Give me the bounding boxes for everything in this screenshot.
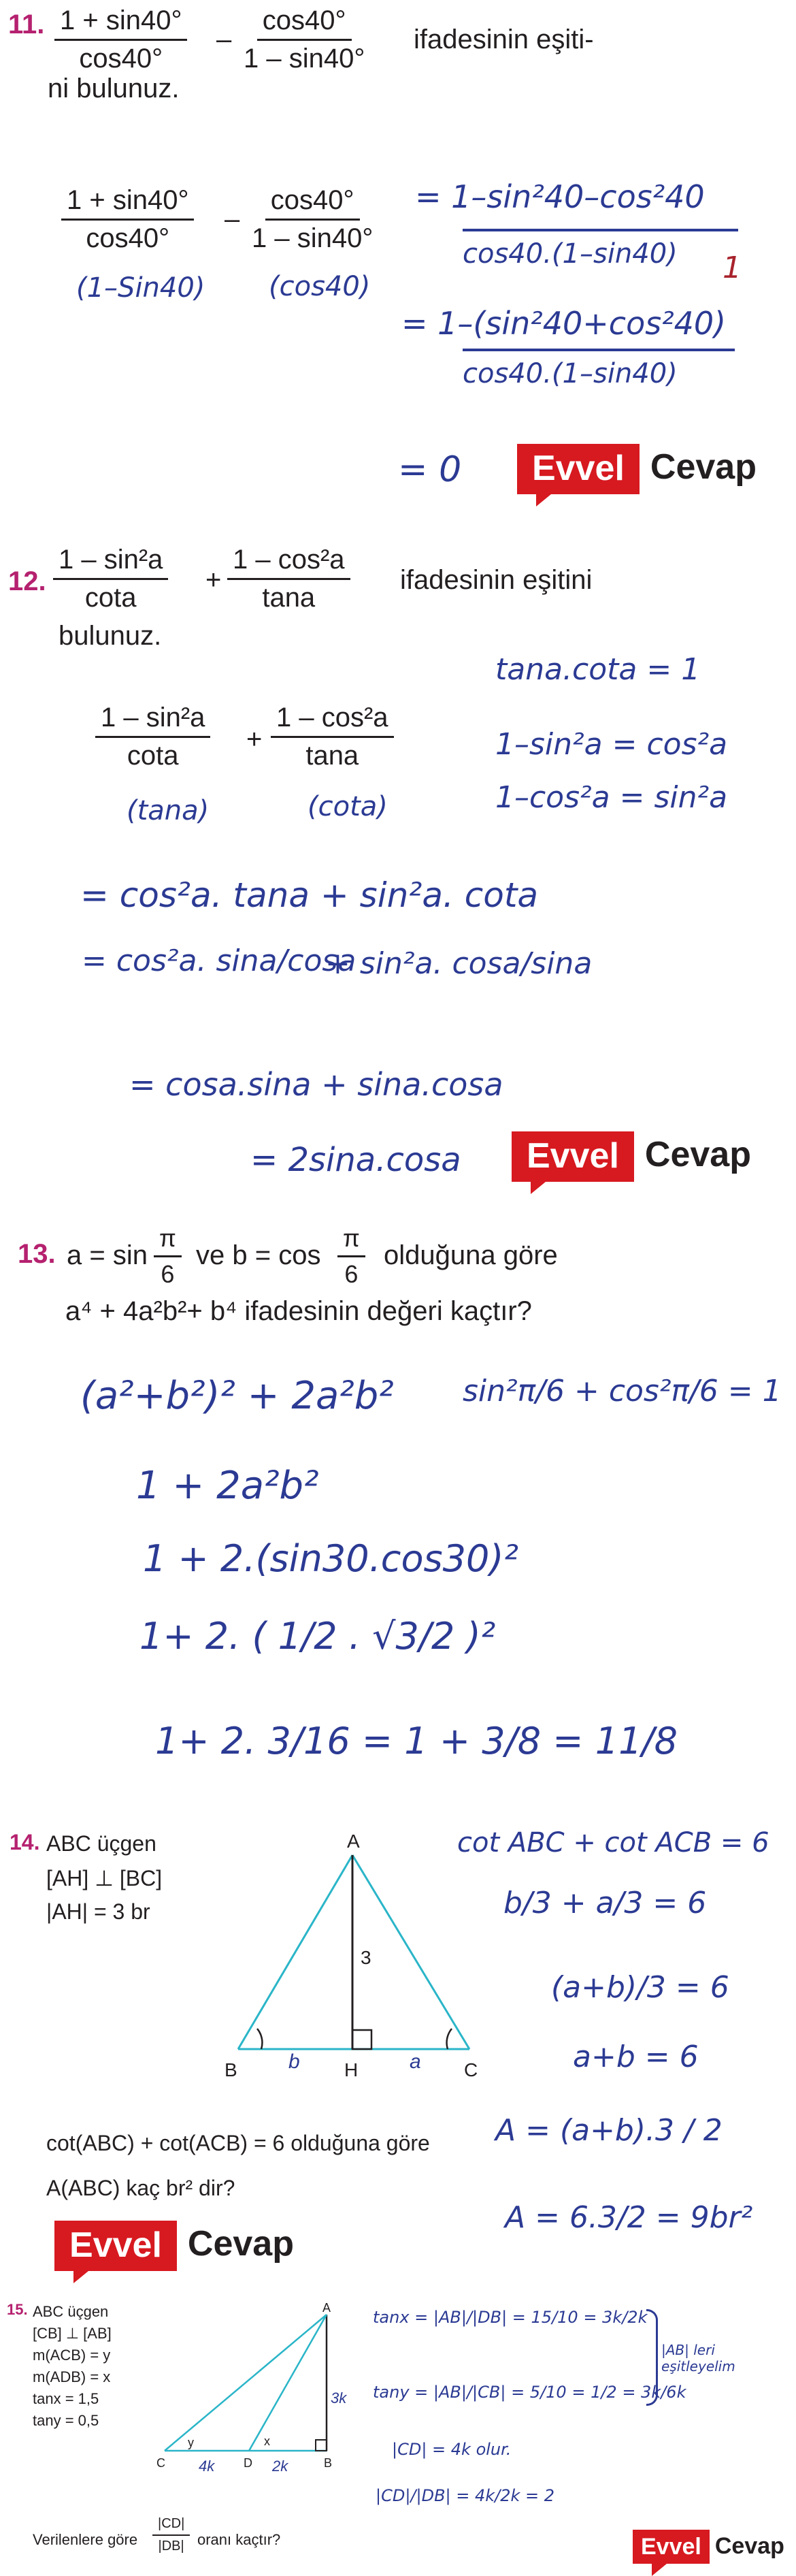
q13-pi-over-6-b <box>337 1224 365 1289</box>
q15-given-5: tanx = 1,5 <box>33 2390 99 2407</box>
q13-line2: a⁴ + 4a²b²+ b⁴ ifadesinin değeri kaçtır? <box>65 1296 532 1326</box>
q12-text-line1: ifadesinin eşitini <box>400 565 593 595</box>
q14-label-B: B <box>225 2059 237 2080</box>
q15-question-a: Verilenlere göre <box>33 2531 138 2548</box>
q13-line1-a: a = sin <box>67 1240 148 1270</box>
q11-work-result: = 0 <box>398 449 462 490</box>
q12-work-side-identity-3: 1–cos²a = sin²a <box>495 780 728 815</box>
brand-logo-q15 <box>633 2530 784 2564</box>
q12-work-line-1: = cos²a. tana + sin²a. cota <box>80 875 539 915</box>
q13-line1-c: olduğuna göre <box>384 1240 558 1270</box>
q11-text-line2: ni bulunuz. <box>48 74 180 103</box>
q12-work-line-3: = cosa.sina + sina.cosa <box>129 1066 503 1103</box>
q13-work-line-5: 1+ 2. 3/16 = 1 + 3/8 = 11/8 <box>155 1720 678 1762</box>
q12-work-side-identity-1: tana.cota = 1 <box>495 652 701 687</box>
q12-work-side-identity-2: 1–sin²a = cos²a <box>495 727 728 762</box>
question-number-13: 13. <box>18 1239 56 1269</box>
q11-work-frac2-num: cos40° <box>265 185 360 221</box>
q12-work-line-2b: + sin²a. cosa/sina <box>325 946 593 981</box>
q14-work-2: b/3 + a/3 = 6 <box>503 1886 707 1920</box>
q15-question-fraction <box>152 2516 190 2554</box>
q15-work-4: |CD|/|DB| = 4k/2k = 2 <box>376 2486 555 2505</box>
q13-work-side: sin²π/6 + cos²π/6 = 1 <box>463 1374 782 1408</box>
q15-label-seg1: 4k <box>199 2458 215 2475</box>
q13-pi-a: π <box>154 1224 182 1257</box>
brand-logo-q11 <box>517 444 757 494</box>
q14-label-height: 3 <box>361 1947 371 1968</box>
q13-work-line-4: 1+ 2. ( 1/2 . √3/2 )² <box>139 1615 496 1658</box>
q13-work-line-3: 1 + 2.(sin30.cos30)² <box>143 1537 519 1580</box>
q14-triangle-diagram <box>218 1824 497 2097</box>
q15-label-x: x <box>264 2434 270 2448</box>
q12-fraction-1 <box>53 545 168 613</box>
q15-work-brace <box>646 2309 658 2406</box>
brand-cevap: Cevap <box>644 1135 751 1174</box>
brand-evvel: Evvel <box>54 2221 177 2271</box>
q14-work-3: (a+b)/3 = 6 <box>551 1970 729 2005</box>
q13-six-a: 6 <box>161 1260 175 1288</box>
q12-work-line-4: = 2sina.cosa <box>250 1141 461 1179</box>
q11-text-line1: ifadesinin eşiti- <box>414 25 594 54</box>
brand-evvel: Evvel <box>512 1131 634 1182</box>
q12-work-fraction-1 <box>95 703 210 771</box>
q15-work-2: tany = |AB|/|CB| = 5/10 = 1/2 = 3k/6k <box>373 2383 686 2402</box>
q15-question-b: oranı kaçtır? <box>197 2531 281 2548</box>
q11-work-eq2-fraction-bar <box>463 349 735 351</box>
q12-work-plus: + <box>246 724 263 754</box>
q15-label-A: A <box>322 2301 331 2315</box>
q11-work-eq1-fraction-bar <box>463 229 738 231</box>
brand-cevap: Cevap <box>650 447 757 487</box>
q15-work-1: tanx = |AB|/|DB| = 15/10 = 3k/2k <box>373 2308 648 2327</box>
q14-condition-2: |AH| = 3 br <box>46 1899 150 1924</box>
q14-label-b: b <box>288 2050 300 2073</box>
q15-given-list <box>33 2301 112 2432</box>
question-number-11: 11. <box>8 10 45 39</box>
q11-frac1-numerator: 1 + sin40° <box>54 5 187 41</box>
question-number-15: 15. <box>7 2301 28 2318</box>
q12-work-fraction-2 <box>271 703 394 771</box>
q12-frac1-den: cota <box>84 583 137 613</box>
q15-work-3: |CD| = 4k olur. <box>392 2440 512 2459</box>
q14-question-2: A(ABC) kaç br² dir? <box>46 2176 235 2200</box>
q11-work-eq1-denominator: cos40.(1–sin40) <box>463 238 678 270</box>
q11-work-multiplier-2: (cos40) <box>269 271 371 302</box>
brand-logo-q12 <box>512 1131 751 1182</box>
q15-label-height: 3k <box>331 2389 347 2406</box>
brand-evvel: Evvel <box>633 2530 710 2564</box>
q14-work-6: A = 6.3/2 = 9br² <box>505 2200 753 2235</box>
q15-triangle-diagram <box>155 2301 352 2478</box>
question-number-14: 14. <box>10 1830 40 1854</box>
q11-work-minus: – <box>225 204 240 234</box>
q11-frac2-denominator: 1 – sin40° <box>244 44 365 74</box>
q12-text-line2: bulunuz. <box>59 621 162 651</box>
q15-work-note: |AB| leri eşitleyelim <box>661 2342 735 2374</box>
q11-work-fraction-2 <box>246 185 378 254</box>
q14-question-1: cot(ABC) + cot(ACB) = 6 olduğuna göre <box>46 2131 430 2155</box>
q11-work-fraction-1 <box>61 185 194 254</box>
q15-label-y: y <box>188 2436 194 2449</box>
q12-work-multiplier-1: (tana) <box>127 795 210 826</box>
q11-frac1-denominator: cos40° <box>79 44 163 74</box>
q11-fraction-1 <box>54 5 187 74</box>
q14-label-a: a <box>410 2050 421 2073</box>
q12-plus: + <box>205 565 222 595</box>
q15-label-D: D <box>244 2456 252 2470</box>
brand-logo-q14 <box>54 2221 294 2271</box>
q15-given-2: [CB] ⊥ [AB] <box>33 2325 112 2342</box>
q15-label-C: C <box>156 2456 165 2470</box>
q11-work-eq2-numerator: = 1–(sin²40+cos²40) <box>401 305 727 342</box>
q15-question-num: |CD| <box>152 2516 190 2536</box>
brand-cevap: Cevap <box>187 2224 294 2264</box>
q13-six-b: 6 <box>344 1260 359 1288</box>
q12-frac2-num: 1 – cos²a <box>227 545 350 580</box>
q14-condition-1: [AH] ⊥ [BC] <box>46 1866 163 1890</box>
q12-work-multiplier-2: (cota) <box>308 791 388 822</box>
q12-frac1-num: 1 – sin²a <box>53 545 168 580</box>
q14-label-C: C <box>464 2059 478 2080</box>
q14-work-5: A = (a+b).3 / 2 <box>495 2113 723 2148</box>
q15-given-1: ABC üçgen <box>33 2303 109 2320</box>
q12-fraction-2 <box>227 545 350 613</box>
q12-work-line-2a: = cos²a. sina/cosa <box>82 944 356 978</box>
q15-question-den: |DB| <box>158 2539 184 2554</box>
q11-minus: – <box>216 25 232 54</box>
q13-work-line-1: (a²+b²)² + 2a²b² <box>80 1374 394 1418</box>
q12-work-frac1-den: cota <box>127 741 179 771</box>
q12-frac2-den: tana <box>262 583 316 613</box>
q13-pi-b: π <box>337 1224 365 1257</box>
q15-label-seg2: 2k <box>272 2458 288 2475</box>
q11-work-eq1-numerator: = 1–sin²40–cos²40 <box>415 178 705 215</box>
q14-title: ABC üçgen <box>46 1831 156 1856</box>
q11-work-one-mark: 1 <box>723 251 742 285</box>
q11-frac2-numerator: cos40° <box>257 5 352 41</box>
q11-work-frac1-num: 1 + sin40° <box>61 185 194 221</box>
q15-given-6: tany = 0,5 <box>33 2412 99 2429</box>
q11-work-eq2-denominator: cos40.(1–sin40) <box>463 358 678 389</box>
q11-work-multiplier-1: (1–Sin40) <box>76 272 205 304</box>
q14-work-4: a+b = 6 <box>573 2040 699 2074</box>
q14-label-A: A <box>347 1831 360 1852</box>
q12-work-frac1-num: 1 – sin²a <box>95 703 210 738</box>
q11-work-frac2-den: 1 – sin40° <box>252 223 374 253</box>
q11-work-frac1-den: cos40° <box>86 223 170 253</box>
brand-evvel: Evvel <box>517 444 640 494</box>
q15-given-3: m(ACB) = y <box>33 2347 111 2364</box>
q14-label-H: H <box>344 2059 359 2080</box>
brand-cevap: Cevap <box>714 2533 784 2559</box>
q14-work-1: cot ABC + cot ACB = 6 <box>457 1827 769 1858</box>
q11-fraction-2 <box>238 5 370 74</box>
q15-label-B: B <box>324 2456 333 2470</box>
q12-work-frac2-num: 1 – cos²a <box>271 703 394 738</box>
q13-line1-b: ve b = cos <box>196 1240 321 1270</box>
question-number-12: 12. <box>8 566 46 596</box>
q13-pi-over-6-a <box>154 1224 182 1289</box>
q12-work-frac2-den: tana <box>305 741 359 771</box>
q15-given-4: m(ADB) = x <box>33 2368 111 2385</box>
q13-work-line-2: 1 + 2a²b² <box>136 1464 319 1508</box>
